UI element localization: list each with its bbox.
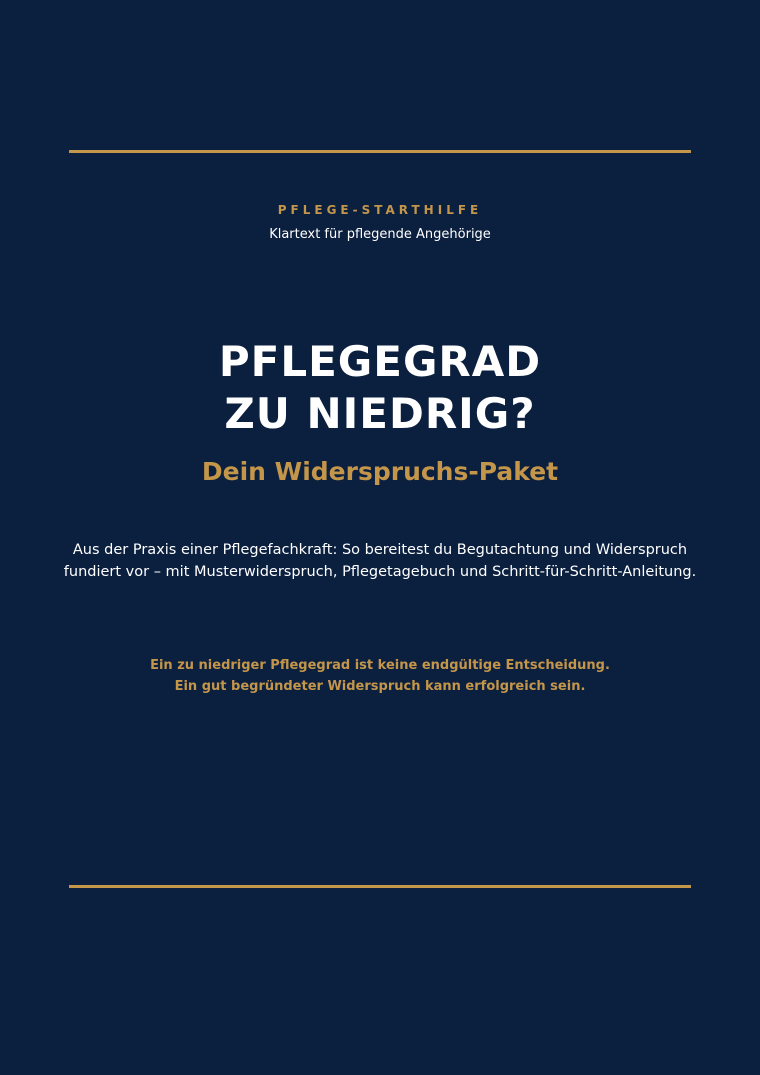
intro-line-1: Aus der Praxis einer Pflegefachkraft: So bereitest du Begutachtung und Widerspruch bbox=[72, 542, 688, 558]
intro-line-2: fundiert vor – mit Musterwiderspruch, Pflegetagebuch und Schritt-für-Schritt-Anleitung. bbox=[63, 564, 697, 580]
brand-name: PFLEGE-STARTHILFE bbox=[277, 203, 483, 217]
top-divider bbox=[69, 150, 691, 153]
note-line-2: Ein gut begründeter Widerspruch kann erfolgreich sein. bbox=[174, 679, 586, 694]
highlight-note bbox=[40, 655, 720, 697]
brand-tagline: Klartext für pflegende Angehörige bbox=[269, 227, 491, 242]
page-subtitle: Dein Widerspruchs-Paket bbox=[201, 457, 559, 486]
page-title bbox=[0, 336, 760, 440]
intro-text bbox=[40, 539, 720, 583]
note-line-1: Ein zu niedriger Pflegegrad ist keine endgültige Entscheidung. bbox=[150, 658, 610, 673]
title-line-1: PFLEGEGRAD bbox=[218, 337, 542, 386]
title-line-2: ZU NIEDRIG? bbox=[224, 389, 536, 438]
bottom-divider bbox=[69, 885, 691, 888]
